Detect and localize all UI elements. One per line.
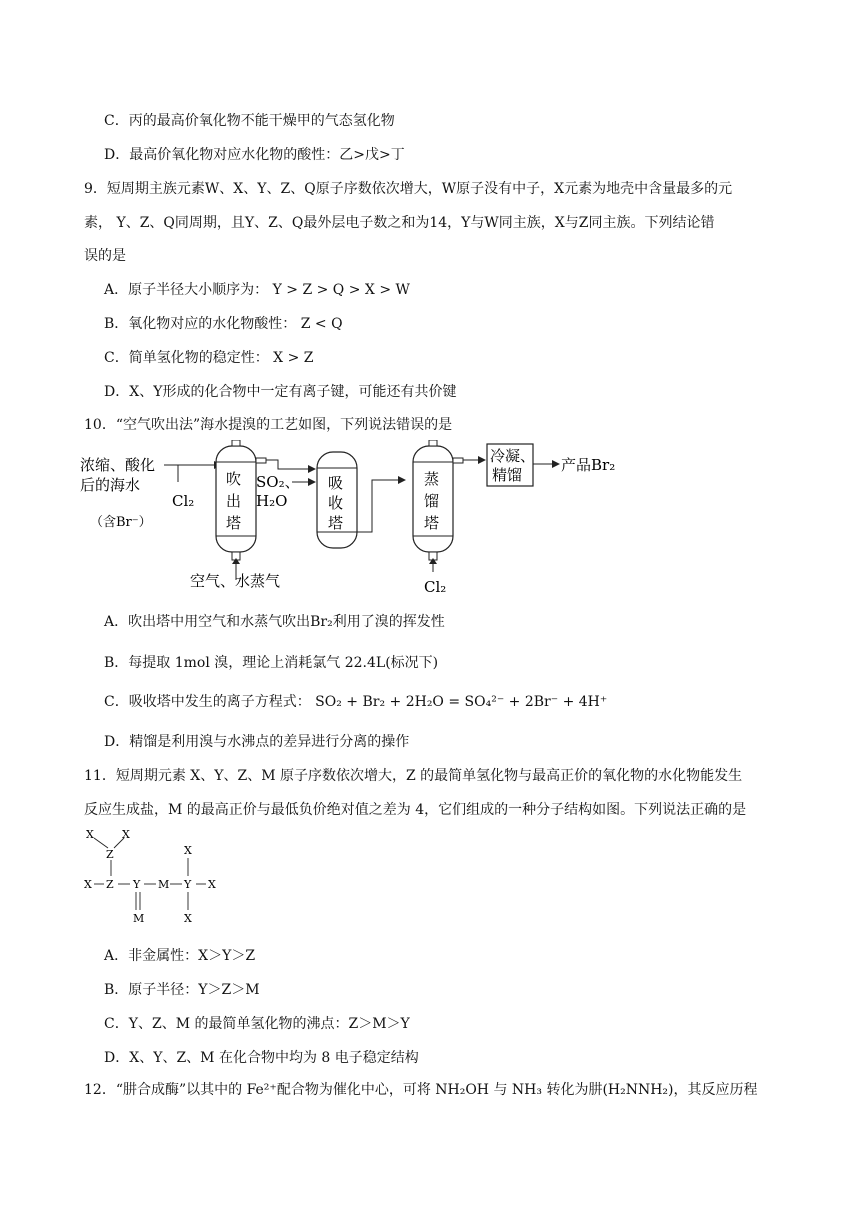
reagent-label-1: SO₂、 xyxy=(256,473,300,491)
q11-stem-line-2: 反应生成盐，M 的最高正价与最低负价绝对值之差为 4，它们组成的一种分子结构如图。下列说法正确的是 xyxy=(84,802,747,818)
q11-option-c: C．Y、Z、M 的最简单氢化物的沸点：Z＞M＞Y xyxy=(104,1016,410,1032)
q9-option-d: D．X、Y形成的化合物中一定有离子键，可能还有共价键 xyxy=(104,384,457,400)
box-label-2: 精馏 xyxy=(492,466,523,484)
q9-stem-line-3: 误的是 xyxy=(84,248,126,264)
q9-option-c: C．简单氢化物的稳定性： X > Z xyxy=(104,350,314,366)
q11-stem-line-1: 11．短周期元素 X、Y、Z、M 原子序数依次增大，Z 的最简单氢化物与最高正价的氧化物的水化物能发生 xyxy=(84,768,743,784)
tower2-char-2: 收 xyxy=(328,494,344,512)
reagent-arrowhead xyxy=(308,478,316,486)
atom-m-1: M xyxy=(158,878,170,891)
atom-x-2: X xyxy=(122,828,130,841)
box-label-1: 冷凝、 xyxy=(490,447,536,465)
q9-option-a: A．原子半径大小顺序为： Y > Z > Q > X > W xyxy=(104,282,410,298)
atom-x-3: X xyxy=(184,844,192,857)
q10-option-d: D．精馏是利用溴与水沸点的差异进行分离的操作 xyxy=(104,734,410,750)
q8-option-c: C．丙的最高价氧化物不能干燥甲的气态氢化物 xyxy=(104,113,395,129)
atom-y-2: Y xyxy=(184,878,192,891)
pipe-2-3 xyxy=(357,480,398,532)
tower2-char-1: 吸 xyxy=(328,474,344,492)
cl2-label: Cl₂ xyxy=(172,492,195,510)
tower2-char-3: 塔 xyxy=(328,514,344,532)
q9-stem-line-1: 9．短周期主族元素W、X、Y、Z、Q原子序数依次增大，W原子没有中子，X元素为地壳中含量最多的元 xyxy=(84,181,733,197)
tower3-outlet xyxy=(453,458,463,463)
q9-option-b: B．氧化物对应的水化物酸性： Z < Q xyxy=(104,316,343,332)
q10-option-c: C．吸收塔中发生的离子方程式： SO₂ + Br₂ + 2H₂O = SO₄²⁻ + 2Br⁻ + 4H⁺ xyxy=(104,694,608,710)
cl2-bottom-label: Cl₂ xyxy=(424,578,447,596)
product-label: 产品Br₂ xyxy=(561,456,616,474)
feed-label-3: （含Br⁻） xyxy=(90,515,152,530)
q10-stem: 10．“空气吹出法”海水提溴的工艺如图，下列说法错误的是 xyxy=(84,417,453,433)
tower1-top-nozzle xyxy=(232,440,240,446)
atom-z-2: Z xyxy=(106,878,114,891)
atom-x-5: X xyxy=(208,878,216,891)
q9-stem-line-2: 素， Y、Z、Q同周期，且Y、Z、Q最外层电子数之和为14，Y与W同主族，X与Z同主族。下列结论错 xyxy=(84,215,715,231)
q11-option-b: B．原子半径：Y＞Z＞M xyxy=(104,982,260,998)
q10-option-a: A．吹出塔中用空气和水蒸气吹出Br₂利用了溴的挥发性 xyxy=(104,614,445,630)
tower3-char-3: 塔 xyxy=(424,514,440,532)
atom-x-4: X xyxy=(84,878,92,891)
tower1-char-2: 出 xyxy=(226,492,242,510)
pipe-3-box-arrowhead xyxy=(478,456,486,464)
atom-x-1: X xyxy=(86,828,94,841)
tower1-outlet xyxy=(256,458,266,463)
atom-x-6: X xyxy=(184,912,192,925)
product-arrowhead xyxy=(552,460,560,468)
tower3-top-nozzle xyxy=(429,440,437,446)
q8-option-d: D．最高价氧化物对应水化物的酸性：乙>戊>丁 xyxy=(104,147,405,163)
pipe-1-2-arrowhead xyxy=(308,465,316,473)
tower1-char-3: 塔 xyxy=(226,514,242,532)
feed-label-1: 浓缩、酸化 xyxy=(80,456,156,474)
q11-option-d: D．X、Y、Z、M 在化合物中均为 8 电子稳定结构 xyxy=(104,1050,419,1066)
tower1-char-1: 吹 xyxy=(226,470,242,488)
tower3-char-1: 蒸 xyxy=(424,470,440,488)
feed-label-2: 后的海水 xyxy=(80,476,141,494)
atom-m-2: M xyxy=(133,912,145,925)
pipe-2-3-arrowhead xyxy=(398,476,406,484)
molecule-structure xyxy=(80,826,230,936)
reagent-label-2: H₂O xyxy=(256,492,288,510)
q10-option-b: B．每提取 1mol 溴，理论上消耗氯气 22.4L(标况下) xyxy=(104,655,439,671)
q12-stem: 12．“肼合成酶”以其中的 Fe²⁺配合物为催化中心，可将 NH₂OH 与 NH₃ 转化为肼(H₂NNH₂)，其反应历程 xyxy=(84,1082,758,1098)
atom-y-1: Y xyxy=(133,878,141,891)
pipe-1-2 xyxy=(266,460,308,469)
q11-option-a: A．非金属性：X＞Y＞Z xyxy=(104,948,256,964)
atom-z-1: Z xyxy=(106,848,114,861)
tower3-char-2: 馏 xyxy=(424,492,440,510)
bromine-process-diagram xyxy=(80,440,640,600)
air-label: 空气、水蒸气 xyxy=(190,572,281,590)
